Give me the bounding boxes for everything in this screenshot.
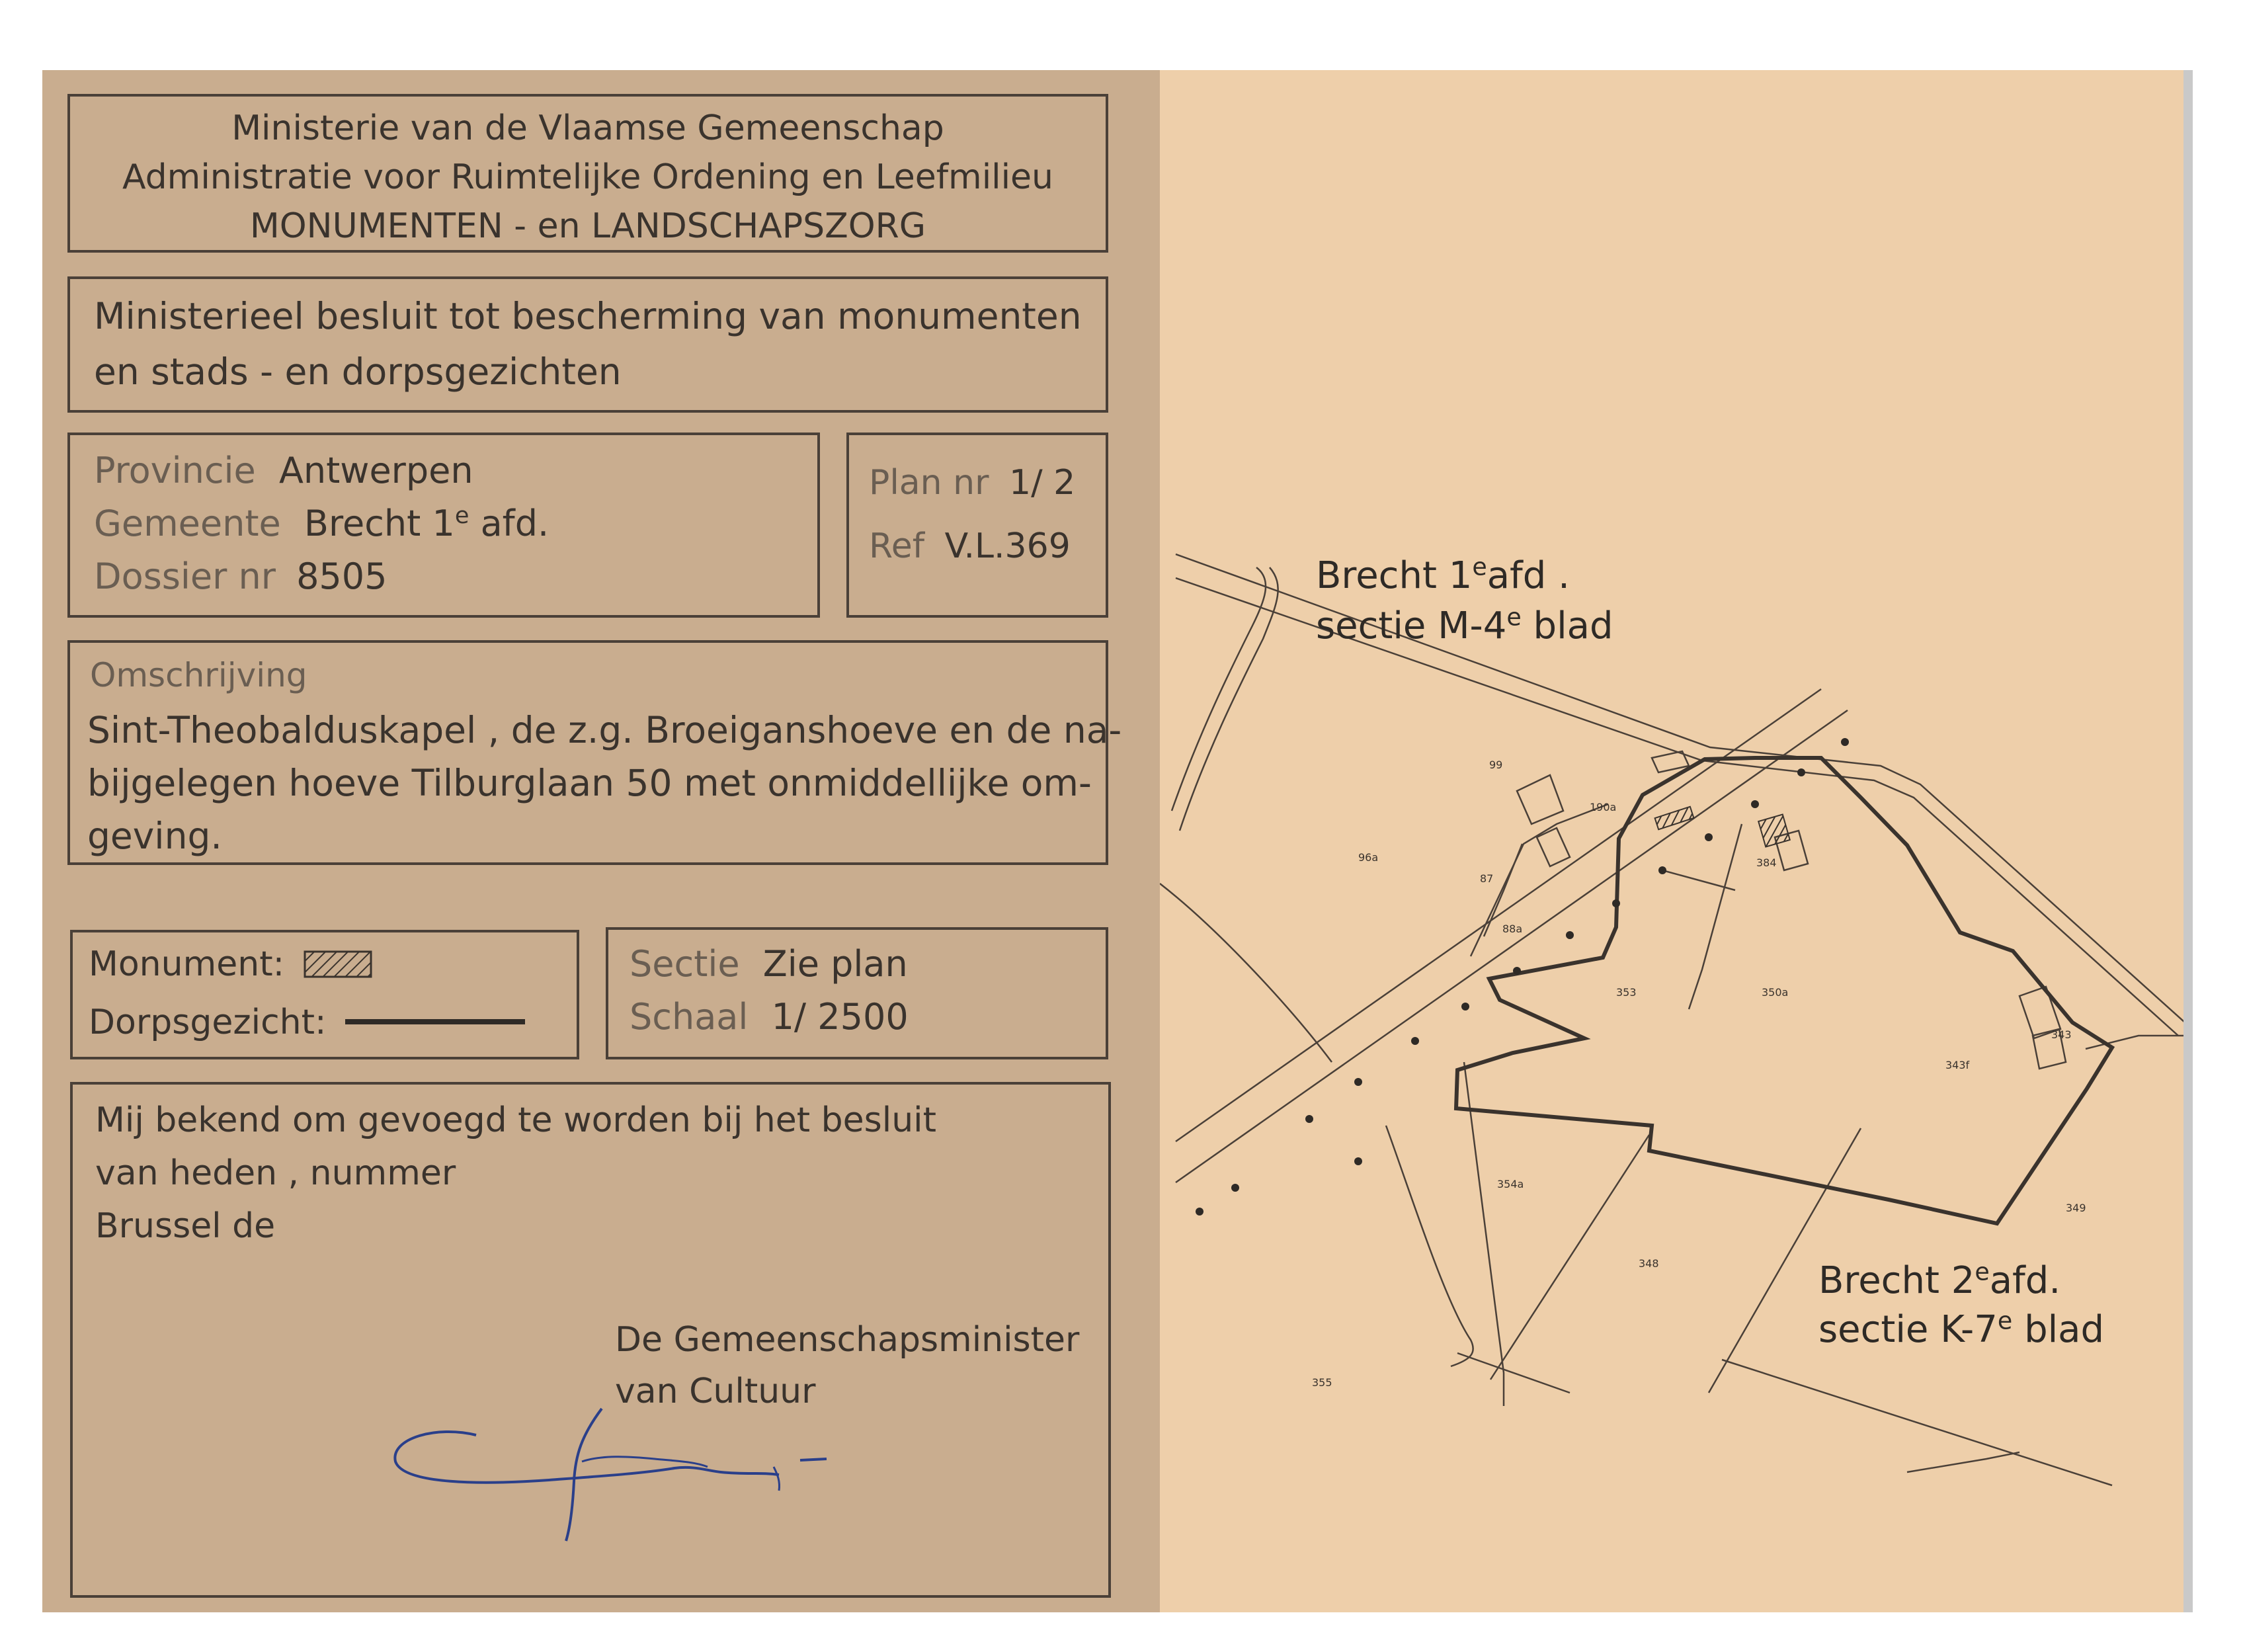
schaal-row bbox=[630, 996, 909, 1038]
map-label-top-section-sup: e bbox=[1506, 602, 1522, 632]
gemeente-value: Brecht 1 bbox=[304, 503, 455, 544]
gemeente-row bbox=[94, 503, 549, 544]
tree-dot bbox=[1612, 899, 1620, 907]
dossier-row bbox=[94, 556, 387, 597]
parcel-line-j bbox=[1907, 1452, 2019, 1472]
map-label-bottom-section-sup: e bbox=[1997, 1306, 2013, 1335]
decree-title-line2: en stads - en dorpsgezichten bbox=[94, 351, 622, 393]
minister-title-line1: De Gemeenschapsminister bbox=[615, 1320, 1080, 1360]
monument-hatched-2 bbox=[1758, 815, 1790, 847]
sectie-value: Zie plan bbox=[762, 943, 908, 985]
hatched-swatch-icon bbox=[304, 950, 372, 978]
tree-dot bbox=[1705, 833, 1713, 841]
dossier-value: 8505 bbox=[296, 556, 387, 597]
monument-legend-row bbox=[89, 944, 372, 984]
description-line3: geving. bbox=[87, 815, 222, 857]
map-label-bottom-line2 bbox=[1818, 1307, 2104, 1353]
map-label-bottom-sup: e bbox=[1975, 1257, 1990, 1286]
schaal-value: 1/ 2500 bbox=[771, 996, 909, 1038]
map-label-top-section: sectie M-4 bbox=[1316, 604, 1507, 647]
tree-dots bbox=[1196, 738, 1849, 1216]
description-line1: Sint-Theobalduskapel , de z.g. Broeiganshoeve en de na- bbox=[87, 709, 1122, 751]
ref-label: Ref bbox=[869, 526, 925, 566]
monument-hatched-1 bbox=[1655, 807, 1694, 829]
parcel-number: 348 bbox=[1639, 1257, 1659, 1270]
tree-dot bbox=[1751, 800, 1759, 808]
gemeente-suffix: afd. bbox=[480, 503, 550, 544]
tree-dot bbox=[1354, 1157, 1362, 1165]
plan-label: Plan nr bbox=[869, 463, 989, 503]
ref-row bbox=[869, 526, 1071, 566]
tree-dot bbox=[1797, 768, 1805, 776]
plan-row bbox=[869, 463, 1075, 503]
tree-dot bbox=[1461, 1003, 1469, 1011]
monument-label: Monument: bbox=[89, 944, 285, 984]
map-label-top-section-suffix: blad bbox=[1521, 604, 1613, 647]
approval-line3: Brussel de bbox=[95, 1206, 276, 1246]
bottom-curve-path bbox=[1386, 1126, 1473, 1366]
department-name: MONUMENTEN - en LANDSCHAPSZORG bbox=[249, 206, 926, 246]
ministry-name: Ministerie van de Vlaamse Gemeenschap bbox=[231, 108, 944, 148]
parcel-line-h bbox=[1457, 1353, 1570, 1393]
map-label-top-suffix: afd . bbox=[1487, 554, 1570, 597]
parcel-number: 353 bbox=[1616, 986, 1637, 999]
scan-edge-strip bbox=[2183, 70, 2193, 1612]
map-label-bottom-section: sectie K-7 bbox=[1818, 1308, 1998, 1351]
dossier-label: Dossier nr bbox=[94, 556, 276, 597]
map-label-top-text: Brecht 1 bbox=[1316, 554, 1473, 597]
winding-path-2 bbox=[1180, 567, 1278, 831]
parcel-number: 343f bbox=[1945, 1059, 1970, 1071]
tree-dot bbox=[1231, 1184, 1239, 1192]
boundary-line-swatch-icon bbox=[343, 1015, 528, 1028]
map-label-top-sup: e bbox=[1472, 552, 1487, 581]
parcel-line-c bbox=[1689, 824, 1742, 1009]
decree-title-line1: Ministerieel besluit tot bescherming van monumenten bbox=[94, 295, 1082, 337]
ministry-header-box bbox=[67, 94, 1108, 253]
tree-dot bbox=[1513, 967, 1521, 975]
parcel-number: 96a bbox=[1358, 851, 1379, 864]
map-label-top-line2 bbox=[1316, 603, 1613, 649]
description-box bbox=[67, 640, 1122, 865]
cartouche-panel bbox=[42, 70, 1160, 1612]
provincie-label: Provincie bbox=[94, 450, 256, 491]
parcel-number: 190a bbox=[1590, 801, 1617, 813]
document-sheet bbox=[42, 70, 2187, 1612]
parcel-number: 355 bbox=[1312, 1376, 1332, 1389]
parcel-number: 99 bbox=[1489, 759, 1503, 771]
map-label-bottom-section-suffix: blad bbox=[2012, 1308, 2105, 1351]
tree-dot bbox=[1841, 738, 1849, 746]
legend-box bbox=[70, 930, 579, 1059]
section-box bbox=[606, 927, 1108, 1059]
approval-line1: Mij bekend om gevoegd te worden bij het besluit bbox=[95, 1100, 936, 1140]
map-label-top-line1 bbox=[1316, 553, 1570, 599]
parcel-line-d bbox=[1662, 870, 1735, 890]
tree-dot bbox=[1411, 1037, 1419, 1045]
sectie-label: Sectie bbox=[630, 943, 740, 985]
parcel-number: 343 bbox=[2051, 1028, 2072, 1041]
tree-dot bbox=[1658, 866, 1666, 874]
tree-dot bbox=[1196, 1208, 1203, 1216]
schaal-label: Schaal bbox=[630, 996, 749, 1038]
approval-line2: van heden , nummer bbox=[95, 1153, 456, 1193]
map-label-bottom-text: Brecht 2 bbox=[1818, 1259, 1975, 1302]
location-box bbox=[67, 433, 820, 618]
parcel-number: 349 bbox=[2066, 1202, 2086, 1214]
plan-value: 1/ 2 bbox=[1009, 463, 1076, 503]
provincie-row bbox=[94, 450, 473, 491]
map-label-bottom-suffix: afd. bbox=[1989, 1259, 2061, 1302]
lower-curve-path bbox=[1160, 884, 1332, 1062]
map-label-bottom-line1 bbox=[1818, 1258, 2060, 1304]
sectie-row bbox=[630, 943, 908, 985]
dorpsgezicht-label: Dorpsgezicht: bbox=[89, 1003, 327, 1042]
minister-signature bbox=[364, 1349, 959, 1548]
parcel-number: 354a bbox=[1497, 1178, 1524, 1190]
parcel-number: 350a bbox=[1762, 986, 1789, 999]
ref-value: V.L.369 bbox=[944, 526, 1071, 566]
tree-dot bbox=[1354, 1078, 1362, 1086]
dorpsgezicht-legend-row bbox=[89, 1003, 528, 1042]
description-line2: bijgelegen hoeve Tilburglaan 50 met onmiddellijke om- bbox=[87, 762, 1092, 804]
parcel-number: 384 bbox=[1756, 856, 1777, 869]
farm-building-1 bbox=[1517, 775, 1563, 824]
decree-box bbox=[67, 276, 1108, 413]
parcel-line-e bbox=[1490, 1135, 1649, 1380]
minister-title-line2: van Cultuur bbox=[615, 1372, 816, 1411]
approval-box bbox=[70, 1082, 1111, 1598]
parcel-number: 87 bbox=[1480, 872, 1494, 885]
description-label: Omschrijving bbox=[90, 656, 307, 694]
parcel-number: 88a bbox=[1502, 923, 1523, 935]
tree-dot bbox=[1305, 1115, 1313, 1123]
gemeente-label: Gemeente bbox=[94, 503, 281, 544]
parcel-line-i bbox=[1722, 1360, 2112, 1485]
provincie-value: Antwerpen bbox=[278, 450, 473, 491]
plan-box bbox=[846, 433, 1108, 618]
administration-name: Administratie voor Ruimtelijke Ordening en Leefmilieu bbox=[122, 157, 1053, 197]
tree-dot bbox=[1566, 931, 1574, 939]
gemeente-sup: e bbox=[454, 502, 469, 529]
cadastral-map bbox=[1160, 70, 2187, 1612]
cadastral-map-drawing bbox=[1160, 70, 2187, 1612]
